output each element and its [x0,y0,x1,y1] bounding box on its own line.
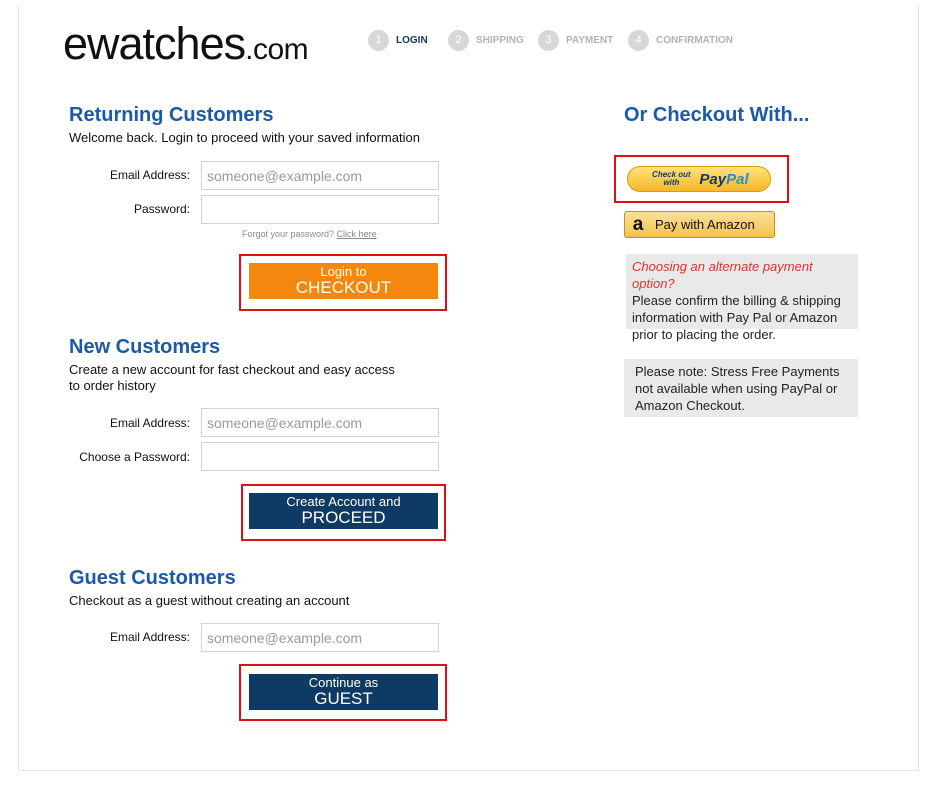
guest-customers-title: Guest Customers [69,567,236,589]
returning-customers-title: Returning Customers [69,104,274,126]
step-number: 1 [368,30,389,51]
stress-free-payments-note: Please note: Stress Free Payments not available when using PayPal or Amazon Checkout. [624,359,858,417]
button-line2: CHECKOUT [295,277,392,297]
returning-email-label: Email Address: [109,168,190,182]
returning-customers-subtitle: Welcome back. Login to proceed with your saved information [69,130,420,145]
forgot-password-prompt: Forgot your password? [242,229,335,239]
step-number: 2 [448,30,469,51]
step-confirmation [628,29,733,51]
alternate-payment-note [626,254,858,342]
new-password-label: Choose a Password: [79,450,190,464]
forgot-password-text [242,229,377,239]
alt-checkout-title: Or Checkout With... [624,104,810,126]
returning-password-label: Password: [133,202,190,216]
paypal-brand-a: Pay [699,170,727,188]
amazon-pay-label: Pay with Amazon [655,217,755,232]
step-label: LOGIN [396,34,428,46]
guest-email-input[interactable] [201,623,439,652]
button-line2: PROCEED [301,507,386,527]
alternate-payment-text: Please confirm the billing & shipping information with Pay Pal or Amazon prior to placing the order. [632,293,841,342]
paypal-small-label: Check out with [652,170,691,187]
step-label: SHIPPING [476,34,524,46]
step-number: 3 [538,30,559,51]
amazon-logo-icon: a [632,214,644,235]
amazon-pay-button[interactable] [624,211,775,238]
paypal-logo [699,171,748,188]
new-email-input[interactable] [201,408,439,437]
button-line2: GUEST [314,688,373,708]
step-shipping [448,29,524,51]
alternate-payment-warning: Choosing an alternate payment option? [632,259,813,291]
button-line1: Continue as [308,675,379,691]
new-customers-title: New Customers [69,336,221,358]
new-email-label: Email Address: [109,416,190,430]
step-login [368,29,428,51]
logo[interactable] [63,18,308,70]
login-checkout-button[interactable] [249,263,438,299]
button-line1: Create Account and [286,494,401,510]
guest-email-label: Email Address: [109,630,190,644]
returning-password-input[interactable] [201,195,439,224]
logo-tld: .com [245,33,309,66]
continue-as-guest-button[interactable] [249,674,438,710]
logo-main: ewatches [63,18,246,69]
guest-customers-subtitle: Checkout as a guest without creating an account [69,593,350,608]
new-customers-subtitle: Create a new account for fast checkout and easy access to order history [69,362,395,393]
create-account-button[interactable] [249,493,438,529]
forgot-password-link[interactable]: Click here [336,229,377,239]
paypal-checkout-button[interactable] [627,166,771,192]
paypal-brand-b: Pal [726,170,749,188]
new-password-input[interactable] [201,442,439,471]
returning-email-input[interactable] [201,161,439,190]
step-label: CONFIRMATION [656,34,734,46]
step-label: PAYMENT [566,34,614,46]
step-number: 4 [628,30,649,51]
step-payment [538,29,613,51]
button-line1: Login to [320,264,367,280]
